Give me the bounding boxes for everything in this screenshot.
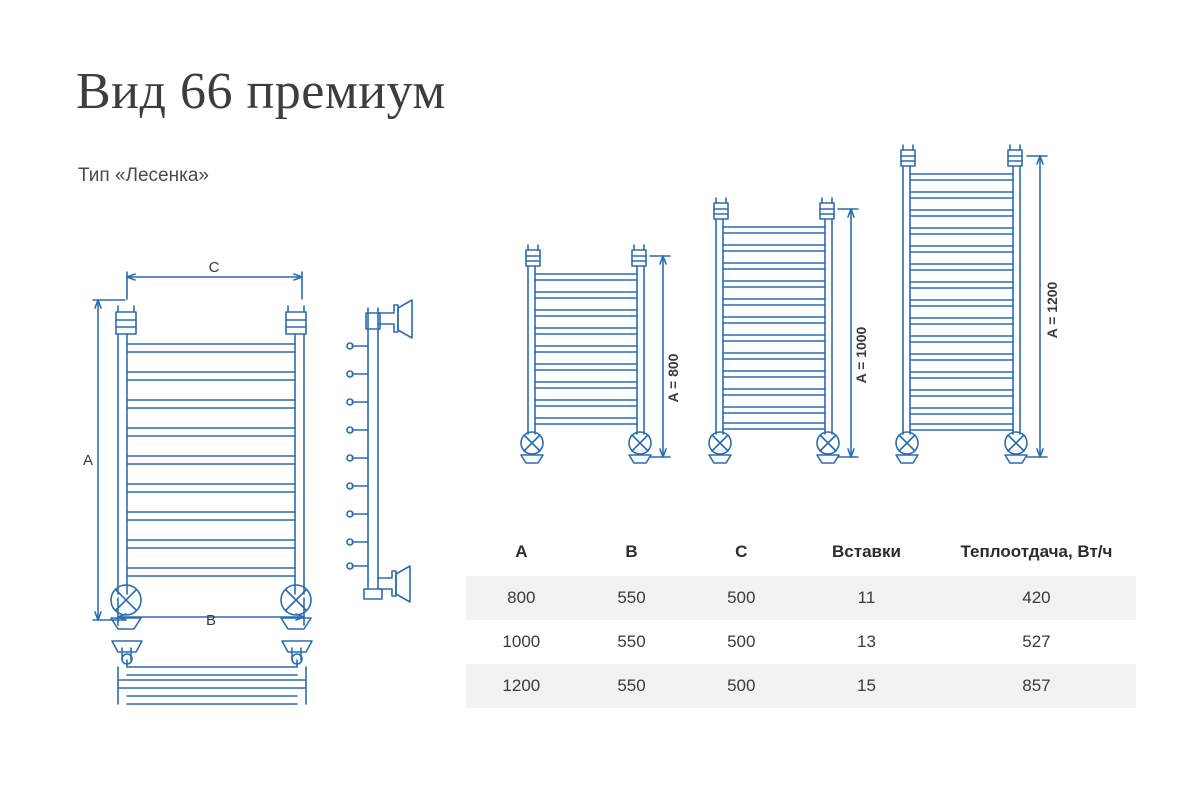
column-header-b: B <box>577 530 687 576</box>
cell-heat: 527 <box>937 620 1136 664</box>
dimension-label-c: C <box>208 259 220 276</box>
cell-c: 500 <box>686 576 796 620</box>
cell-inserts: 13 <box>796 620 937 664</box>
cell-a: 1200 <box>466 664 577 708</box>
variant-drawing-1200 <box>896 145 1060 463</box>
cell-inserts: 11 <box>796 576 937 620</box>
cell-b: 550 <box>577 620 687 664</box>
variant-drawing-800 <box>521 245 681 463</box>
cell-heat: 420 <box>937 576 1136 620</box>
bottom-view-drawing <box>112 641 312 704</box>
table-header-row <box>466 530 1136 576</box>
page-title: Вид 66 премиум <box>76 63 446 120</box>
table-row <box>466 620 1136 664</box>
cell-a: 800 <box>466 576 577 620</box>
variant-label-1200: A = 1200 <box>1044 281 1060 339</box>
variant-label-800: A = 800 <box>665 353 681 403</box>
table-row <box>466 664 1136 708</box>
cell-c: 500 <box>686 620 796 664</box>
cell-b: 550 <box>577 576 687 620</box>
column-header-inserts: Вставки <box>796 530 937 576</box>
cell-c: 500 <box>686 664 796 708</box>
specifications-table <box>466 530 1136 708</box>
variant-label-1000: A = 1000 <box>853 326 869 384</box>
side-view-drawing <box>347 300 412 602</box>
dimension-label-b: B <box>205 612 217 629</box>
cell-a: 1000 <box>466 620 577 664</box>
variant-drawing-1000 <box>709 198 869 463</box>
column-header-c: C <box>686 530 796 576</box>
dimension-label-a: A <box>82 452 94 469</box>
front-view-drawing <box>83 259 311 629</box>
cell-inserts: 15 <box>796 664 937 708</box>
cell-b: 550 <box>577 664 687 708</box>
page-subtitle: Тип «Лесенка» <box>78 165 209 186</box>
column-header-a: A <box>466 530 577 576</box>
table-row <box>466 576 1136 620</box>
column-header-heat: Теплоотдача, Вт/ч <box>937 530 1136 576</box>
cell-heat: 857 <box>937 664 1136 708</box>
